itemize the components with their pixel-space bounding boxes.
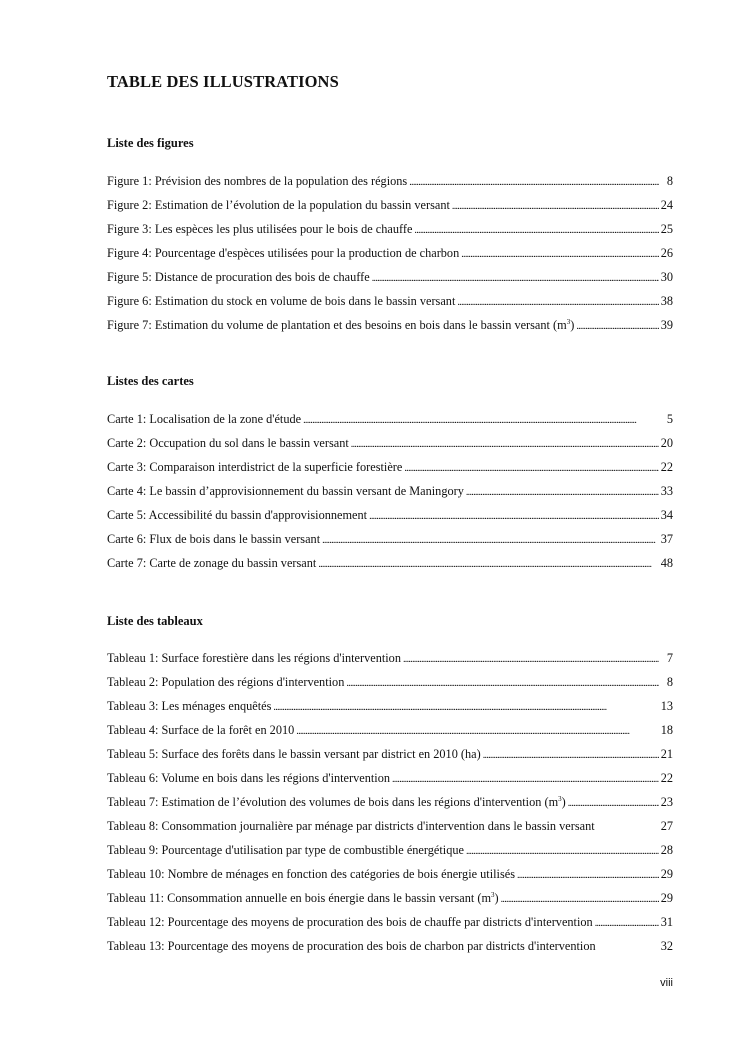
toc-entry-label: Figure 4: Pourcentage d'espèces utilisées pour la production de charbon <box>107 246 460 260</box>
toc-leader-dots <box>595 910 659 936</box>
toc-entry-label: Carte 6: Flux de bois dans le bassin versant <box>107 532 321 546</box>
toc-entry[interactable] <box>107 431 673 455</box>
toc-entry[interactable] <box>107 455 673 479</box>
toc-entry[interactable] <box>107 862 673 886</box>
toc-entry[interactable] <box>107 646 673 670</box>
toc-entry-label: Figure 6: Estimation du stock en volume de bois dans le bassin versant <box>107 294 456 308</box>
toc-entry-page: 22 <box>660 771 673 785</box>
toc-entry-label: Tableau 9: Pourcentage d'utilisation par type de combustible énergétique <box>107 843 464 857</box>
toc-entry-label: Figure 2: Estimation de l’évolution de la population du bassin versant <box>107 198 450 212</box>
toc-entry[interactable] <box>107 407 673 431</box>
toc-leader-dots <box>351 431 659 457</box>
toc-entry-label: Tableau 2: Population des régions d'intervention <box>107 675 345 689</box>
toc-entry-page: 18 <box>660 723 673 737</box>
toc-entry-page: 13 <box>660 699 673 713</box>
toc-leader-dots <box>466 838 659 864</box>
toc-entry[interactable] <box>107 934 673 958</box>
toc-entry[interactable] <box>107 718 673 742</box>
toc-entry[interactable] <box>107 527 673 551</box>
toc-entry-label: Tableau 5: Surface des forêts dans le bassin versant par district en 2010 (ha) <box>107 747 481 761</box>
toc-entry-page: 27 <box>660 819 673 833</box>
toc-entry-page: 8 <box>666 174 673 188</box>
toc-leader-dots <box>303 407 659 433</box>
toc-entry-label: Figure 7: Estimation du volume de plantation et des besoins en bois dans le bassin versant $(m^3)$ <box>107 318 575 332</box>
toc-entry-label: Figure 5: Distance de procuration des bois de chauffe <box>107 270 370 284</box>
cartes-heading: Listes des cartes <box>107 374 194 388</box>
toc-entry-page: 8 <box>666 675 673 689</box>
toc-entry-page: 26 <box>660 246 673 260</box>
toc-entry-label: Tableau 12: Pourcentage des moyens de procuration des bois de chauffe par districts d'intervention <box>107 915 593 929</box>
toc-leader-dots <box>414 217 658 243</box>
toc-entry-label: Carte 2: Occupation du sol dans le bassin versant <box>107 436 349 450</box>
toc-entry[interactable] <box>107 313 673 337</box>
toc-leader-dots <box>409 169 659 195</box>
toc-leader-dots <box>461 241 658 267</box>
toc-entry-page: 5 <box>666 412 673 426</box>
toc-entry[interactable] <box>107 241 673 265</box>
toc-entry-label: Tableau 13: Pourcentage des moyens de procuration des bois de charbon par districts d'intervention <box>107 939 596 953</box>
toc-entry-label: Tableau 1: Surface forestière dans les régions d'intervention <box>107 651 401 665</box>
toc-entry-label: Tableau 8: Consommation journalière par ménage par districts d'intervention dans le bassin versant <box>107 819 595 833</box>
cartes-list <box>107 407 673 575</box>
toc-leader-dots <box>568 790 659 816</box>
toc-entry-page: 20 <box>660 436 673 450</box>
toc-entry[interactable] <box>107 217 673 241</box>
toc-leader-dots <box>404 455 658 481</box>
toc-entry[interactable] <box>107 193 673 217</box>
toc-entry-label: Tableau 7: Estimation de l’évolution des volumes de bois dans les régions d'intervention $(m^3)$ <box>107 795 566 809</box>
toc-entry-page: 22 <box>660 460 673 474</box>
toc-entry[interactable] <box>107 814 673 838</box>
toc-entry[interactable] <box>107 694 673 718</box>
toc-entry-page: 24 <box>660 198 673 212</box>
toc-entry-label: Carte 3: Comparaison interdistrict de la superficie forestière <box>107 460 403 474</box>
toc-entry[interactable] <box>107 838 673 862</box>
toc-entry-label: Tableau 3: Les ménages enquêtés <box>107 699 272 713</box>
toc-entry-page: 48 <box>660 556 673 570</box>
toc-entry-label: Figure 3: Les espèces les plus utilisées pour le bois de chauffe <box>107 222 413 236</box>
toc-entry-page: 29 <box>660 867 673 881</box>
page-title: TABLE DES ILLUSTRATIONS <box>107 72 339 91</box>
toc-entry[interactable] <box>107 503 673 527</box>
page-number: viii <box>660 977 673 989</box>
toc-entry[interactable] <box>107 886 673 910</box>
toc-entry[interactable] <box>107 265 673 289</box>
toc-leader-dots <box>369 503 659 529</box>
toc-leader-dots <box>392 766 659 792</box>
toc-entry-page: 33 <box>660 484 673 498</box>
toc-entry-label: Tableau 4: Surface de la forêt en 2010 <box>107 723 295 737</box>
toc-entry-page: 34 <box>660 508 673 522</box>
toc-entry-page: 32 <box>660 939 673 953</box>
toc-entry-label: Tableau 11: Consommation annuelle en bois énergie dans le bassin versant $(m^3)$ <box>107 891 499 905</box>
toc-entry-label: Carte 7: Carte de zonage du bassin versant <box>107 556 317 570</box>
toc-entry-page: 31 <box>660 915 673 929</box>
toc-leader-dots <box>466 479 659 505</box>
toc-leader-dots <box>483 742 659 768</box>
toc-entry-label: Figure 1: Prévision des nombres de la population des régions <box>107 174 408 188</box>
toc-entry-page: 39 <box>660 318 673 332</box>
toc-entry[interactable] <box>107 766 673 790</box>
tableaux-heading: Liste des tableaux <box>107 614 203 628</box>
toc-entry[interactable] <box>107 289 673 313</box>
toc-entry-page: 38 <box>660 294 673 308</box>
toc-leader-dots <box>403 646 659 672</box>
toc-leader-dots <box>296 718 658 744</box>
toc-entry[interactable] <box>107 910 673 934</box>
toc-entry[interactable] <box>107 790 673 814</box>
figures-list <box>107 169 673 337</box>
toc-entry-label: Carte 1: Localisation de la zone d'étude <box>107 412 302 426</box>
toc-entry[interactable] <box>107 479 673 503</box>
toc-entry-page: 37 <box>660 532 673 546</box>
toc-leader-dots <box>372 265 659 291</box>
toc-entry-page: 29 <box>660 891 673 905</box>
tableaux-list <box>107 646 673 958</box>
toc-entry[interactable] <box>107 670 673 694</box>
toc-leader-dots <box>517 862 659 888</box>
toc-entry-label: Tableau 6: Volume en bois dans les régions d'intervention <box>107 771 390 785</box>
toc-leader-dots <box>322 527 659 553</box>
toc-entry-label: Carte 5: Accessibilité du bassin d'approvisionnement <box>107 508 368 522</box>
toc-entry-label: Tableau 10: Nombre de ménages en fonction des catégories de bois énergie utilisés <box>107 867 515 881</box>
toc-entry-page: 23 <box>660 795 673 809</box>
toc-entry-page: 25 <box>660 222 673 236</box>
toc-entry-page: 7 <box>666 651 673 665</box>
toc-entry[interactable] <box>107 169 673 193</box>
toc-entry-page: 21 <box>660 747 673 761</box>
toc-entry[interactable] <box>107 742 673 766</box>
toc-leader-dots <box>273 694 658 720</box>
toc-leader-dots <box>346 670 659 696</box>
toc-entry-label: Carte 4: Le bassin d’approvisionnement du bassin versant de Maningory <box>107 484 464 498</box>
toc-entry[interactable] <box>107 551 673 575</box>
toc-leader-dots <box>318 551 658 577</box>
toc-leader-dots <box>576 313 658 339</box>
figures-heading: Liste des figures <box>107 136 194 150</box>
toc-entry-page: 30 <box>660 270 673 284</box>
toc-entry-page: 28 <box>660 843 673 857</box>
toc-leader-dots <box>452 193 659 219</box>
toc-leader-dots <box>457 289 658 315</box>
toc-leader-dots <box>501 886 659 912</box>
